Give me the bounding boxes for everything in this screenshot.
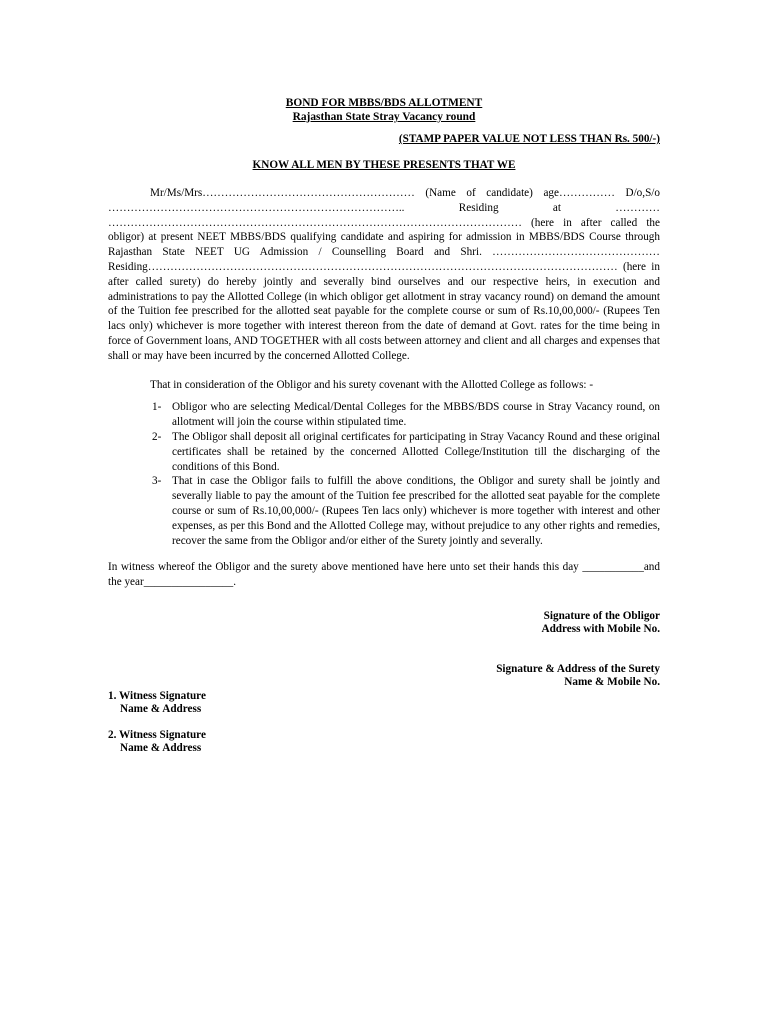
know-all-men-heading: KNOW ALL MEN BY THESE PRESENTS THAT WE	[252, 159, 516, 171]
surety-signature-label: Signature & Address of the Surety	[496, 662, 660, 675]
witness-statement-year: and the year	[108, 561, 660, 589]
clause-text: That in case the Obligor fails to fulfill the above conditions, the Obligor and surety shall be jointly and severally liable to pay the amount of the Tuition fee prescribed for the allotted seat payable for the complete course or sum of Rs.10,00,000/- (Rupees Ten lacs only) whichever is more together with interest and other expenses, as per this Bond and the Allotted College may, without prejudice to any other rights and remedies, recover the same from the Obligor and/or either of the Surety jointly and severally.	[172, 475, 660, 547]
witness-2-sub: Name & Address	[120, 742, 202, 755]
stamp-paper-note: (STAMP PAPER VALUE NOT LESS THAN Rs. 500/-)	[398, 133, 660, 145]
witness-1-label: 1. Witness Signature	[108, 689, 206, 702]
surety-signature-block	[108, 663, 660, 690]
clause-item	[152, 430, 660, 474]
witness-1-sub: Name & Address	[120, 703, 202, 716]
obligor-signature-label: Signature of the Obligor	[543, 609, 660, 622]
witness-statement-end: .	[233, 576, 237, 589]
document-page	[108, 96, 660, 756]
intro-paragraph: Mr/Ms/Mrs………………………………………………… (Name of candidate) age…………… D/o,S/o …………………………………………………………………….. Residing at ………… ………………………………………………………………………………………………… (here in after called the obligor) at present NEET MBBS/BDS qualifying candidate and aspiring for admission in MBBS/BDS Course through Rajasthan State NEET UG Admission / Counselling Board and Shri. ……………………………………… Residing……………………………………………………………………………………………………………… (here in after called surety) do hereby jointly and severally bind ourselves and our respective heirs, in execution and administrations to pay the Allotted College (in which obligor get allotment in stray vacancy round) on demand the amount of the Tuition fee prescribed for the allotted seat payable for the complete course or sum of Rs.10,00,000/- (Rupees Ten lacs only) whichever is more together with interest thereon from the date of demand at Govt. rates for the time being in force of Government loans, AND TOGETHER with all costs between attorney and client and all charges and expenses that shall or may have been incurred by the concerned Allotted College.	[108, 187, 660, 362]
obligor-signature-block	[108, 610, 660, 637]
document-title: BOND FOR MBBS/BDS ALLOTMENT	[285, 97, 483, 109]
clause-number: 1-	[152, 401, 162, 414]
witness-1-block	[108, 690, 660, 717]
clauses-list	[108, 400, 660, 548]
day-blank: ___________	[582, 561, 644, 574]
clause-text: The Obligor shall deposit all original certificates for participating in Stray Vacancy Round and these original certificates shall be retained by the concerned Allotted College/Institution till the discharging of the conditions of this Bond.	[172, 430, 660, 473]
clause-text: Obligor who are selecting Medical/Dental Colleges for the MBBS/BDS course in Stray Vacancy round, on allotment will join the course within stipulated time.	[172, 401, 660, 429]
obligor-address-label: Address with Mobile No.	[541, 623, 660, 636]
witness-2-label: 2. Witness Signature	[108, 728, 206, 741]
document-subtitle: Rajasthan State Stray Vacancy round	[292, 111, 476, 123]
clause-item	[152, 400, 660, 430]
witness-statement-text: In witness whereof the Obligor and the surety above mentioned have here unto set their hands this day	[108, 561, 579, 574]
consideration-paragraph: That in consideration of the Obligor and his surety covenant with the Allotted College as follows: -	[150, 378, 594, 391]
witness-2-block	[108, 729, 660, 756]
clause-item	[152, 474, 660, 548]
year-blank: ________________	[143, 576, 234, 589]
surety-name-label: Name & Mobile No.	[564, 676, 660, 689]
clause-number: 3-	[152, 475, 162, 488]
witness-statement	[108, 560, 660, 590]
clause-number: 2-	[152, 430, 162, 443]
